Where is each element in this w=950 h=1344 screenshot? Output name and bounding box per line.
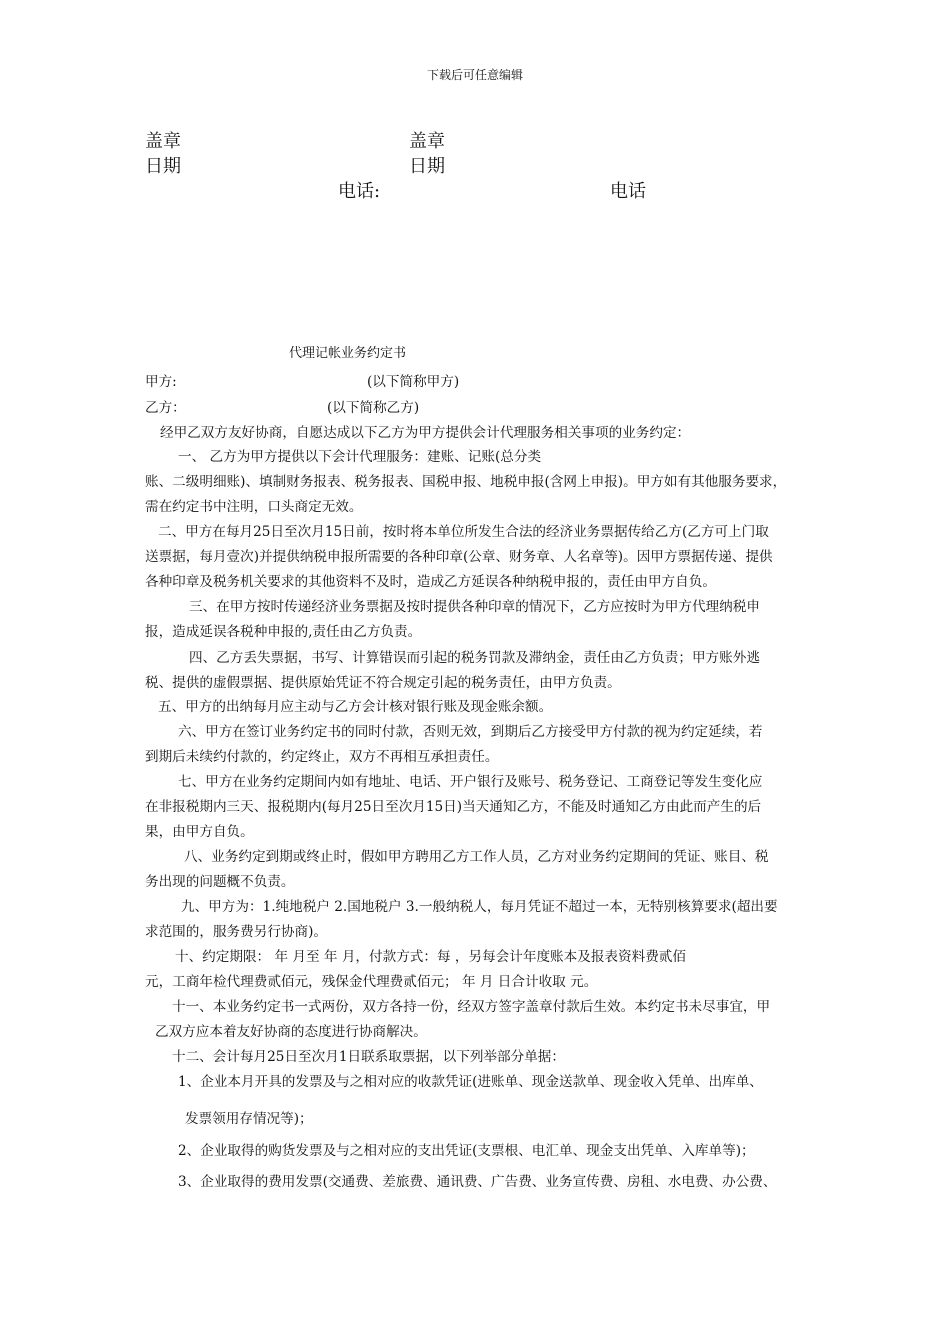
party-b-note: (以下简称乙方) — [327, 400, 420, 416]
seal-label-a: 盖章 — [145, 131, 181, 152]
body-line: 元，工商年检代理费贰佰元，残保金代理费贰佰元； 年 月 日合计收取 元。 — [145, 974, 598, 990]
body-line: 果，由甲方自负。 — [145, 824, 254, 840]
seal-label-b: 盖章 — [409, 131, 445, 152]
body-line: 各种印章及税务机关要求的其他资料不及时，造成乙方延误各种纳税申报的，责任由甲方自负。 — [145, 574, 716, 590]
body-line: 十一、本业务约定书一式两份，双方各持一份，经双方签字盖章付款后生效。本约定书未尽事宜，甲 — [172, 999, 771, 1015]
party-a-label: 甲方: — [145, 374, 177, 390]
body-line: 经甲乙双方友好协商，自愿达成以下乙方为甲方提供会计代理服务相关事项的业务约定： — [160, 425, 691, 441]
party-b-label: 乙方： — [145, 400, 186, 416]
body-line: 务出现的问题概不负责。 — [145, 874, 295, 890]
body-line: 2、企业取得的购货发票及与之相对应的支出凭证(支票根、电汇单、现金支出凭单、入库单等)； — [178, 1143, 755, 1159]
body-line: 十二、会计每月25日至次月1日联系取票据，以下列举部分单据： — [172, 1049, 565, 1065]
body-line: 二、甲方在每月25日至次月15日前，按时将本单位所发生合法的经济业务票据传给乙方(乙方可上门取 — [158, 524, 769, 540]
body-line: 需在约定书中注明，口头商定无效。 — [145, 499, 363, 515]
body-line: 送票据，每月壹次)并提供纳税申报所需要的各种印章(公章、财务章、人名章等)。因甲方票据传递、提供 — [145, 549, 773, 565]
body-line: 求范围的，服务费另行协商)。 — [145, 924, 328, 940]
date-label-b: 日期 — [409, 156, 445, 177]
page-header-note: 下载后可任意编辑 — [426, 68, 523, 82]
body-line: 七、甲方在业务约定期间内如有地址、电话、开户银行及账号、税务登记、工商登记等发生变化应 — [178, 774, 763, 790]
body-line: 账、二级明细账)、填制财务报表、税务报表、国税申报、地税申报(含网上申报)。甲方如有其他服务要求， — [145, 474, 787, 490]
body-line: 四、乙方丢失票据，书写、计算错误而引起的税务罚款及滞纳金，责任由乙方负责；甲方账外逃 — [189, 650, 760, 666]
body-line: 六、甲方在签订业务约定书的同时付款，否则无效，到期后乙方接受甲方付款的视为约定延续，若 — [178, 724, 763, 740]
body-line: 在非报税期内三天、报税期内(每月25日至次月15日)当天通知乙方，不能及时通知乙方由此而产生的后 — [145, 799, 762, 815]
body-line: 发票领用存情况等)； — [185, 1111, 313, 1127]
body-line: 三、在甲方按时传递经济业务票据及按时提供各种印章的情况下，乙方应按时为甲方代理纳税申 — [189, 599, 760, 615]
body-line: 十、约定期限： 年 月至 年 月，付款方式：每 ，另每会计年度账本及报表资料费贰佰 — [175, 949, 686, 965]
document-title: 代理记帐业务约定书 — [289, 346, 407, 361]
body-line: 报，造成延误各税种申报的,责任由乙方负责。 — [145, 624, 422, 640]
body-line: 五、甲方的出纳每月应主动与乙方会计核对银行账及现金账余额。 — [158, 699, 553, 715]
body-line: 八、业务约定到期或终止时，假如甲方聘用乙方工作人员，乙方对业务约定期间的凭证、账目、税 — [184, 849, 769, 865]
body-line: 税、提供的虚假票据、提供原始凭证不符合规定引起的税务责任，由甲方负责。 — [145, 675, 621, 691]
date-label-a: 日期 — [145, 156, 181, 177]
body-line: 1、企业本月开具的发票及与之相对应的收款凭证(进账单、现金送款单、现金收入凭单、出库单、 — [178, 1074, 763, 1090]
phone-label-b: 电话 — [610, 181, 646, 202]
phone-label-a: 电话: — [338, 181, 381, 202]
body-line: 到期后未续约付款的，约定终止，双方不再相互承担责任。 — [145, 749, 499, 765]
body-line: 乙双方应本着友好协商的态度进行协商解决。 — [155, 1024, 427, 1040]
body-line: 3、企业取得的费用发票(交通费、差旅费、通讯费、广告费、业务宣传费、房租、水电费、办公费、 — [178, 1174, 777, 1190]
body-line: 一、 乙方为甲方提供以下会计代理服务：建账、记账(总分类 — [178, 449, 542, 465]
body-line: 九、甲方为：1.纯地税户 2.国地税户 3.一般纳税人，每月凭证不超过一本，无特别核算要求(超出要 — [181, 899, 778, 915]
party-a-note: (以下简称甲方) — [367, 374, 460, 390]
